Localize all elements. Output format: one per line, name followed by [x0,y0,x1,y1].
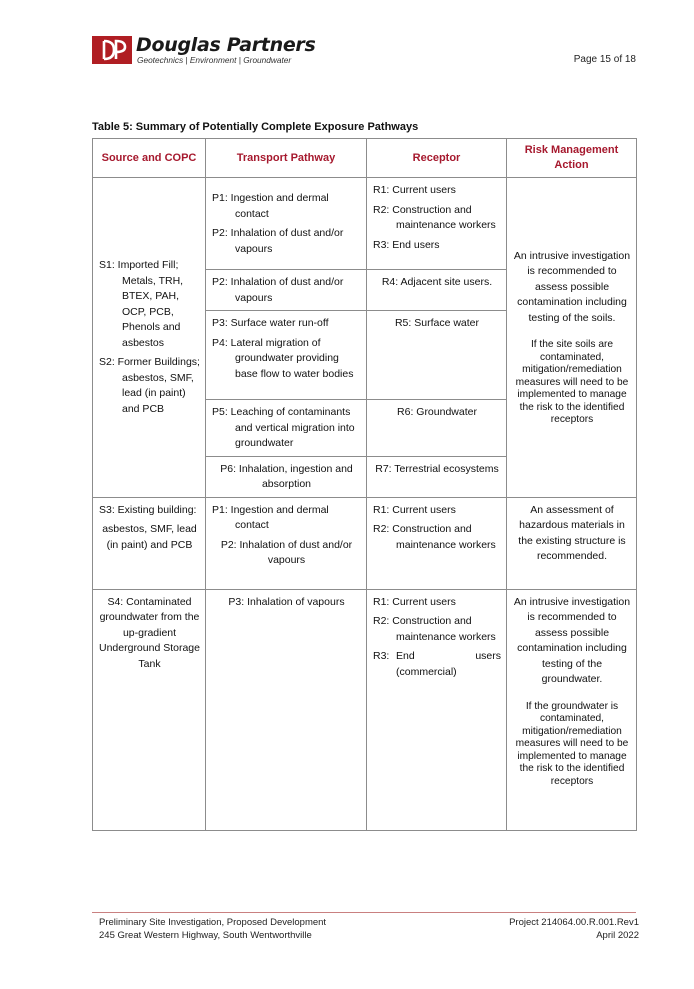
pathway-cell [206,178,367,270]
pathway-p5: P5: Leaching of contaminants and vertical migration into groundwater [212,406,355,449]
risk-main: An intrusive investigation is recommended to assess possible contamination including testing of the groundwater. [513,595,631,685]
receptor-r4: R4: Adjacent site users. [381,276,493,288]
risk-main: An intrusive investigation is recommended to assess possible contamination including testing of the soils. [513,249,631,324]
header-risk: Risk Management Action [507,139,637,178]
table-title: Table 5: Summary of Potentially Complete Exposure Pathways [92,121,419,133]
source-s3-detail: asbestos, SMF, lead (in paint) and PCB [102,523,197,551]
source-cell [93,178,206,498]
source-s2: S2: Former Buildings; asbestos, SMF, lead (in paint) and PCB [99,356,200,415]
footer-divider [92,912,636,913]
pathway-cell [206,270,367,311]
header-transport: Transport Pathway [206,139,367,178]
footer-date: April 2022 [596,929,639,941]
footer-project-number: Project 214064.00.R.001.Rev1 [509,917,639,928]
logo-tagline: Geotechnics | Environment | Groundwater [137,55,292,65]
table-row [93,589,637,830]
pathway-p2: P2: Inhalation of dust and/or vapours [220,538,353,566]
source-cell [93,497,206,589]
table-header-row [93,139,637,178]
receptor-r5: R5: Surface water [394,317,480,329]
header-receptor: Receptor [367,139,507,178]
footer-left [99,917,326,942]
receptor-r2: R2: Construction and maintenance workers [373,203,496,231]
header-source: Source and COPC [93,139,206,178]
exposure-pathways-table [92,138,637,831]
pathway-cell [206,497,367,589]
receptor-r2: R2: Construction and maintenance workers [373,523,496,551]
pathway-p1: P1: Ingestion and dermal contact [212,503,329,531]
source-s4: S4: Contaminated groundwater from the up-gradient Underground Storage Tank [99,595,200,670]
risk-cell [507,497,637,589]
receptor-r1: R1: Current users [373,595,456,608]
receptor-r3 [373,649,501,680]
receptor-r3-code: R3: [373,650,390,662]
pathway-p4: P4: Lateral migration of groundwater providing base flow to water bodies [212,336,354,380]
footer-right [509,917,639,942]
douglas-partners-logo-icon [92,36,132,64]
pathway-p3: P3: Surface water run-off [212,317,329,329]
receptor-r3-text: End users (commercial) [396,650,501,678]
pathway-cell [206,311,367,400]
table-row [93,497,637,589]
receptor-r6: R6: Groundwater [397,406,477,418]
footer-address: 245 Great Western Highway, South Wentworthville [99,929,312,941]
risk-sub: If the site soils are contaminated, mitigation/remediation measures will need to be implemented to manage the risk to the identified receptors [515,339,629,426]
risk-cell [507,178,637,498]
pathway-cell [206,589,367,830]
receptor-cell [367,497,507,589]
logo-name: Douglas Partners [136,34,316,56]
pathway-p6: P6: Inhalation, ingestion and absorption [220,462,353,490]
source-s3: S3: Existing building: [99,503,197,516]
pathway-p1: P1: Ingestion and dermal contact [212,192,329,220]
receptor-r1: R1: Current users [373,503,456,516]
pathway-cell [206,456,367,497]
table-row [93,178,637,270]
receptor-r3: R3: End users [373,238,440,251]
pathway-p2: P2: Inhalation of dust and/or vapours [212,276,344,304]
receptor-cell [367,400,507,457]
page-number: Page 15 of 18 [573,54,636,65]
receptor-r1: R1: Current users [373,184,456,196]
receptor-cell [367,270,507,311]
risk-text: An assessment of hazardous materials in the existing structure is recommended. [518,503,626,562]
company-logo [92,34,332,68]
receptor-cell [367,178,507,270]
risk-cell [507,589,637,830]
source-cell [93,589,206,830]
source-s1: S1: Imported Fill; Metals, TRH, BTEX, PAH, OCP, PCB, Phenols and asbestos [99,259,184,349]
pathway-cell [206,400,367,457]
footer-report-title: Preliminary Site Investigation, Proposed Development [99,917,327,928]
pathway-p2: P2: Inhalation of dust and/or vapours [212,227,344,255]
receptor-r7: R7: Terrestrial ecosystems [375,462,499,475]
pathway-p3: P3: Inhalation of vapours [228,595,345,608]
risk-sub: If the groundwater is contaminated, mitigation/remediation measures will need to be implemented to manage the risk to the identified receptors [515,700,629,787]
receptor-r2: R2: Construction and maintenance workers [373,615,496,643]
receptor-cell [367,589,507,830]
receptor-cell [367,456,507,497]
receptor-cell [367,311,507,400]
